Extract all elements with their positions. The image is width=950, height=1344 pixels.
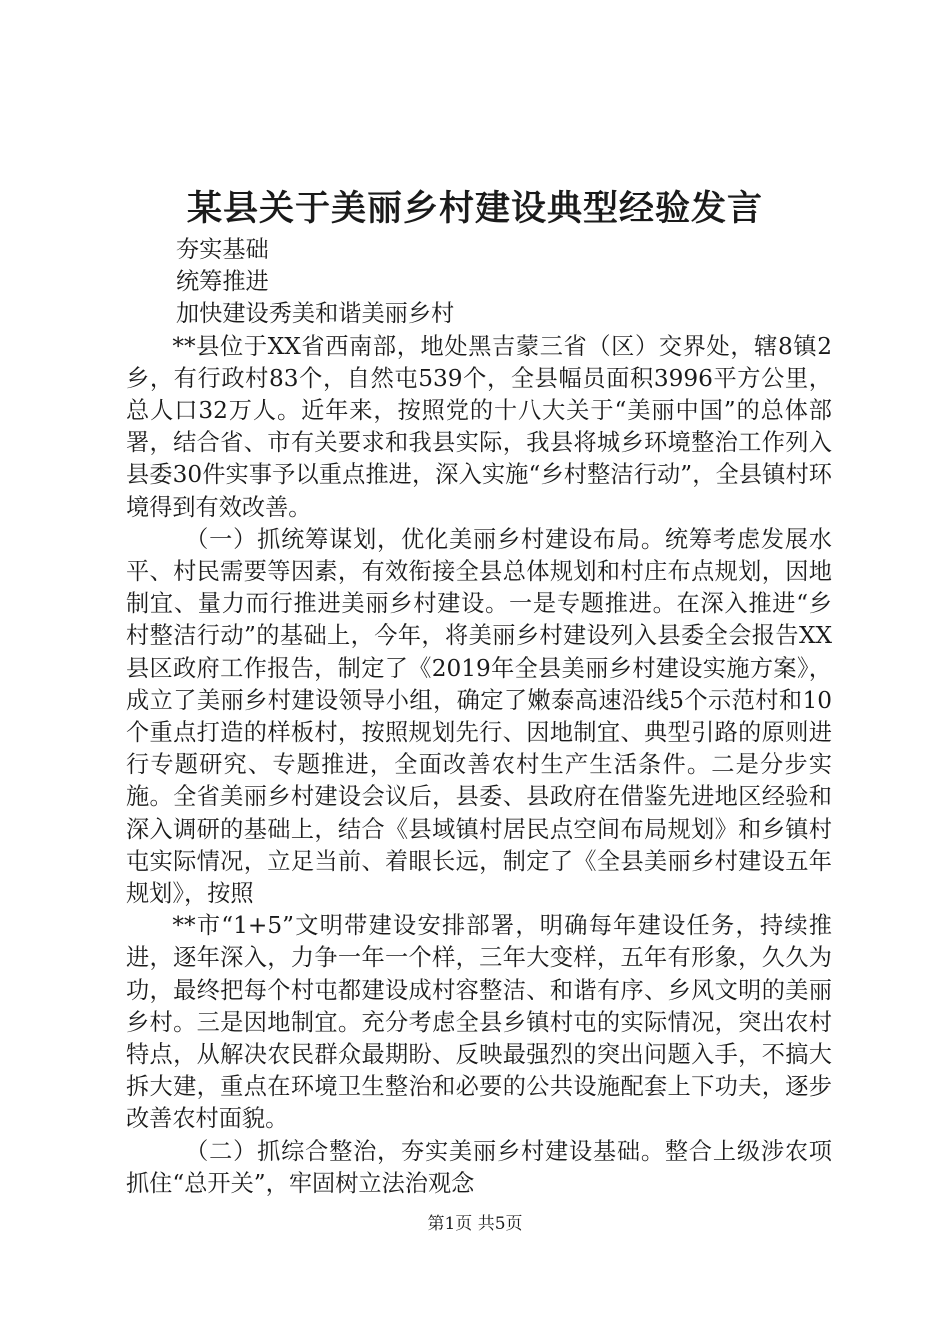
body-paragraph: （二）抓综合整治，夯实美丽乡村建设基础。整合上级涉农项抓住“总开关”，牢固树立法治观念 bbox=[126, 1137, 832, 1197]
subtitle-line: 夯实基础 bbox=[176, 236, 269, 263]
subtitle-line: 统筹推进 bbox=[176, 268, 269, 296]
subtitle-line: 加快建设秀美和谐美丽乡村 bbox=[176, 300, 455, 328]
body-paragraph: （一）抓统筹谋划，优化美丽乡村建设布局。统筹考虑发展水平、村民需要等因素，有效衔接全县总体规划和村庄布点规划，因地制宜、量力而行推进美丽乡村建设。一是专题推进。在深入推进“乡村整洁行动”的基础上，今年，将美丽乡村建设列入县委全会报告XX县区政府工作报告，制定了《2019年全县美丽乡村建设实施方案》，成立了美丽乡村建设领导小组，确定了嫩泰高速沿线5个示范村和10个重点打造的样板村，按照规划先行、因地制宜、典型引路的原则进行专题研究、专题推进，全面改善农村生产生活条件。二是分步实施。全省美丽乡村建设会议后，县委、县政府在借鉴先进地区经验和深入调研的基础上，结合《县域镇村居民点空间布局规划》和乡镇村屯实际情况，立足当前、着眼长远，制定了《全县美丽乡村建设五年规划》，按照 bbox=[126, 525, 832, 908]
page-number-footer: 第1页 共5页 bbox=[427, 1214, 523, 1234]
body-paragraph: **县位于XX省西南部，地处黑吉蒙三省（区）交界处，辖8镇2乡，有行政村83个，自然屯539个，全县幅员面积3996平方公里，总人口32万人。近年来，按照党的十八大关于“美丽中国”的总体部署，结合省、市有关要求和我县实际，我县将城乡环境整治工作列入县委30件实事予以重点推进，深入实施“乡村整洁行动”，全县镇村环境得到有效改善。 bbox=[126, 332, 832, 521]
body-paragraph: **市“1+5”文明带建设安排部署，明确每年建设任务，持续推进，逐年深入，力争一年一个样，三年大变样，五年有形象，久久为功，最终把每个村屯都建设成村容整洁、和谐有序、乡风文明的美丽乡村。三是因地制宜。充分考虑全县乡镇村屯的实际情况，突出农村特点，从解决农民群众最期盼、反映最强烈的突出问题入手，不搞大拆大建，重点在环境卫生整治和必要的公共设施配套上下功夫，逐步改善农村面貌。 bbox=[126, 912, 832, 1133]
document-title: 某县关于美丽乡村建设典型经验发言 bbox=[186, 188, 763, 229]
document-body bbox=[126, 234, 832, 1200]
